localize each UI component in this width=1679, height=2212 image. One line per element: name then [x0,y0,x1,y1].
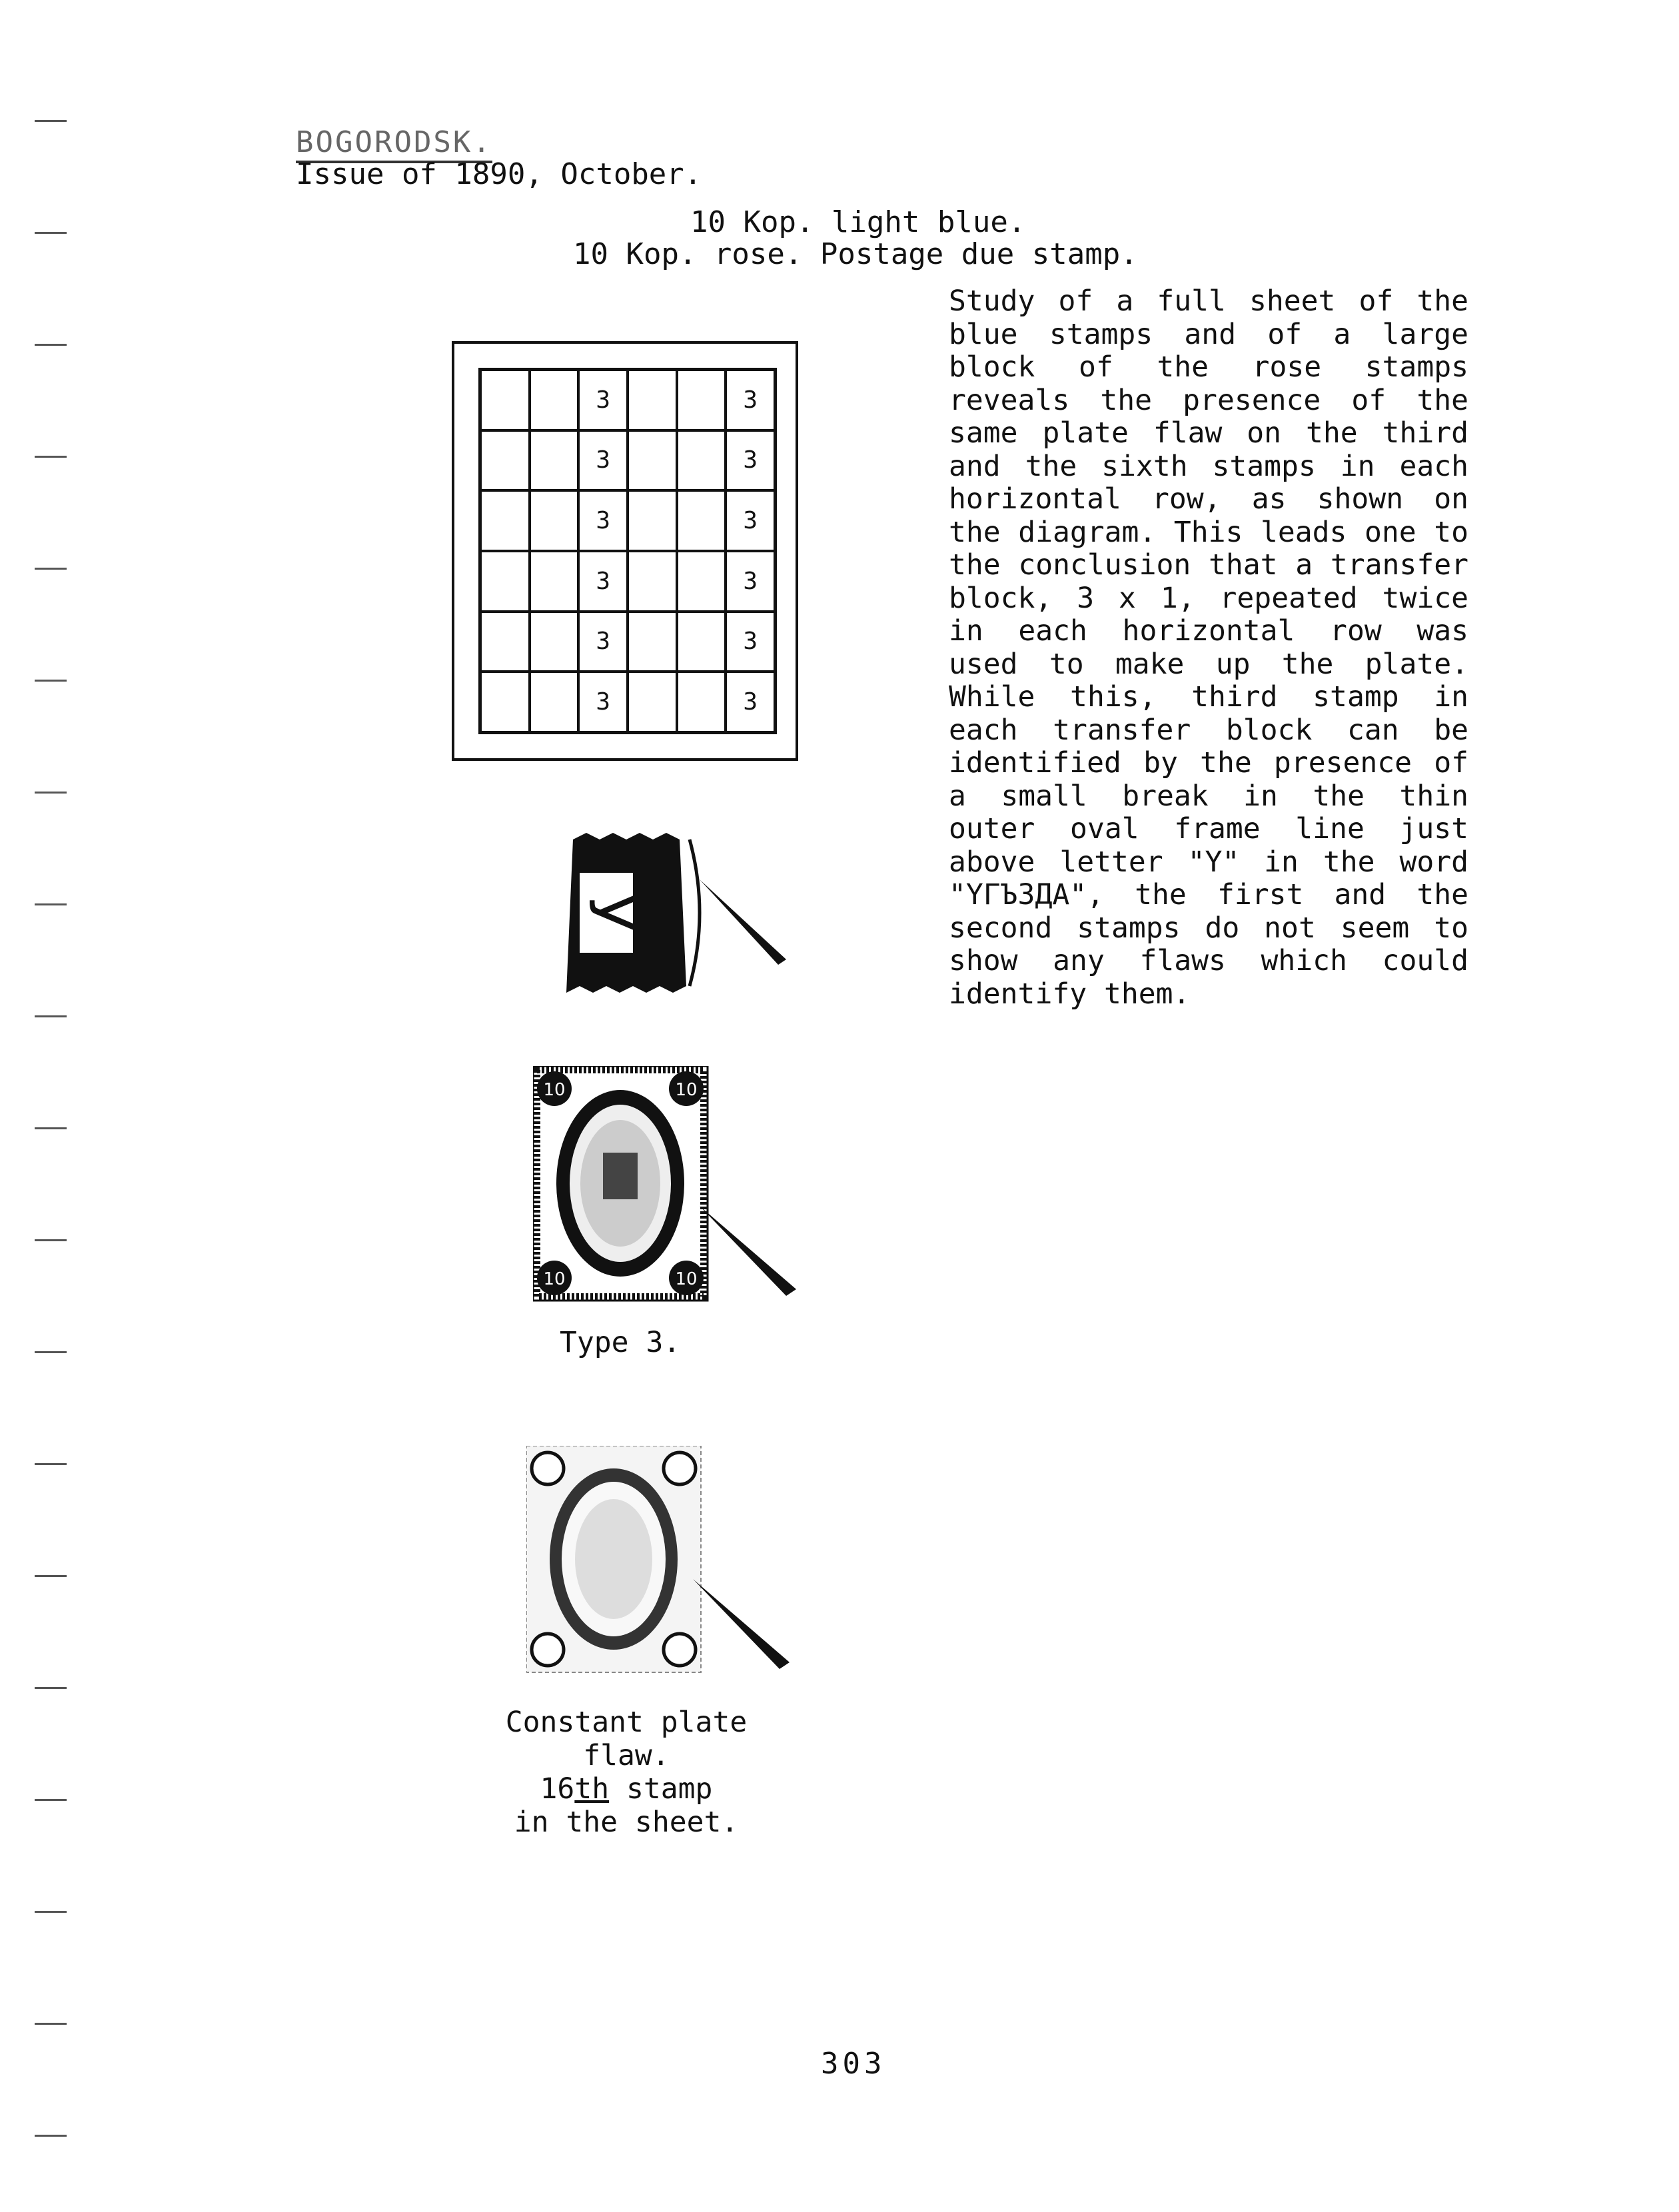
grid-cell [677,490,726,551]
grid-cell: 3 [578,490,628,551]
grid-cell: 3 [726,612,775,672]
grid-cell: 3 [726,672,775,732]
stamp-image-type3 [533,1066,813,1306]
grid-cell [628,370,677,430]
stamp-line-blue: 10 Kop. light blue. [690,205,1026,239]
grid-cell: 3 [726,370,775,430]
grid-cell: 3 [578,672,628,732]
town-heading: BOGORODSK. [296,125,492,163]
grid-cell: 3 [726,430,775,491]
flaw-caption-line3: 16th stamp [540,1772,713,1806]
issue-heading: Issue of 1890, October. [296,157,702,191]
sheet-diagram [452,341,798,761]
grid-cell: 3 [726,551,775,612]
type-caption: Type 3. [560,1326,681,1359]
grid-cell [530,430,579,491]
grid-cell [677,672,726,732]
grid-cell: 3 [578,370,628,430]
svg-text:10: 10 [543,1080,566,1100]
grid-cell: 3 [578,612,628,672]
detail-letter: У [575,894,645,931]
grid-cell [628,612,677,672]
grid-cell [628,672,677,732]
flaw-detail-illustration [566,833,793,1006]
grid-cell [677,551,726,612]
svg-text:10: 10 [675,1080,698,1100]
stamp-image-16th [526,1446,806,1686]
grid-cell [480,430,530,491]
grid-cell [480,672,530,732]
grid-cell: 3 [578,430,628,491]
grid-cell [628,490,677,551]
grid-cell [480,551,530,612]
svg-text:10: 10 [543,1269,566,1289]
flaw-caption-line4: in the sheet. [514,1806,739,1839]
grid-cell [480,612,530,672]
grid-cell [530,612,579,672]
pointer-arrow [700,879,786,965]
svg-text:10: 10 [675,1269,698,1289]
grid-cell: 3 [578,551,628,612]
grid-cell [530,370,579,430]
stamp-line-rose: 10 Kop. rose. Postage due stamp. [573,237,1138,271]
study-paragraph: Study of a full sheet of the blue stamps and of a large block of the rose stamps reveals the presence of the same plate flaw on the third and the sixth stamps in each horizontal row, as shown on the diagram. This leads one to the conclusion that a transfer block, 3 x 1, repeated twice in each horizontal row was used to make up the plate. While this, third stamp in each transfer block can be identified by the presence of a small break in the thin outer oval frame line just above letter "Y" in the word "YГЪЗДА", the first and the second stamps do not seem to show any flaws which could identify them. [949,284,1468,1011]
grid-cell [677,370,726,430]
grid-cell [530,672,579,732]
grid-cell [530,490,579,551]
grid-cell [677,430,726,491]
page-number: 303 [821,2047,886,2081]
grid-cell [628,430,677,491]
grid-cell [480,370,530,430]
grid-cell [480,490,530,551]
sheet-grid [478,368,777,734]
flaw-caption-line1: Constant plate [505,1706,748,1739]
flaw-caption-line2: flaw. [583,1739,670,1772]
grid-cell: 3 [726,490,775,551]
grid-cell [530,551,579,612]
flaw-caption [466,1706,786,1839]
grid-cell [677,612,726,672]
binder-margin-ticks [35,120,67,2152]
grid-cell [628,551,677,612]
